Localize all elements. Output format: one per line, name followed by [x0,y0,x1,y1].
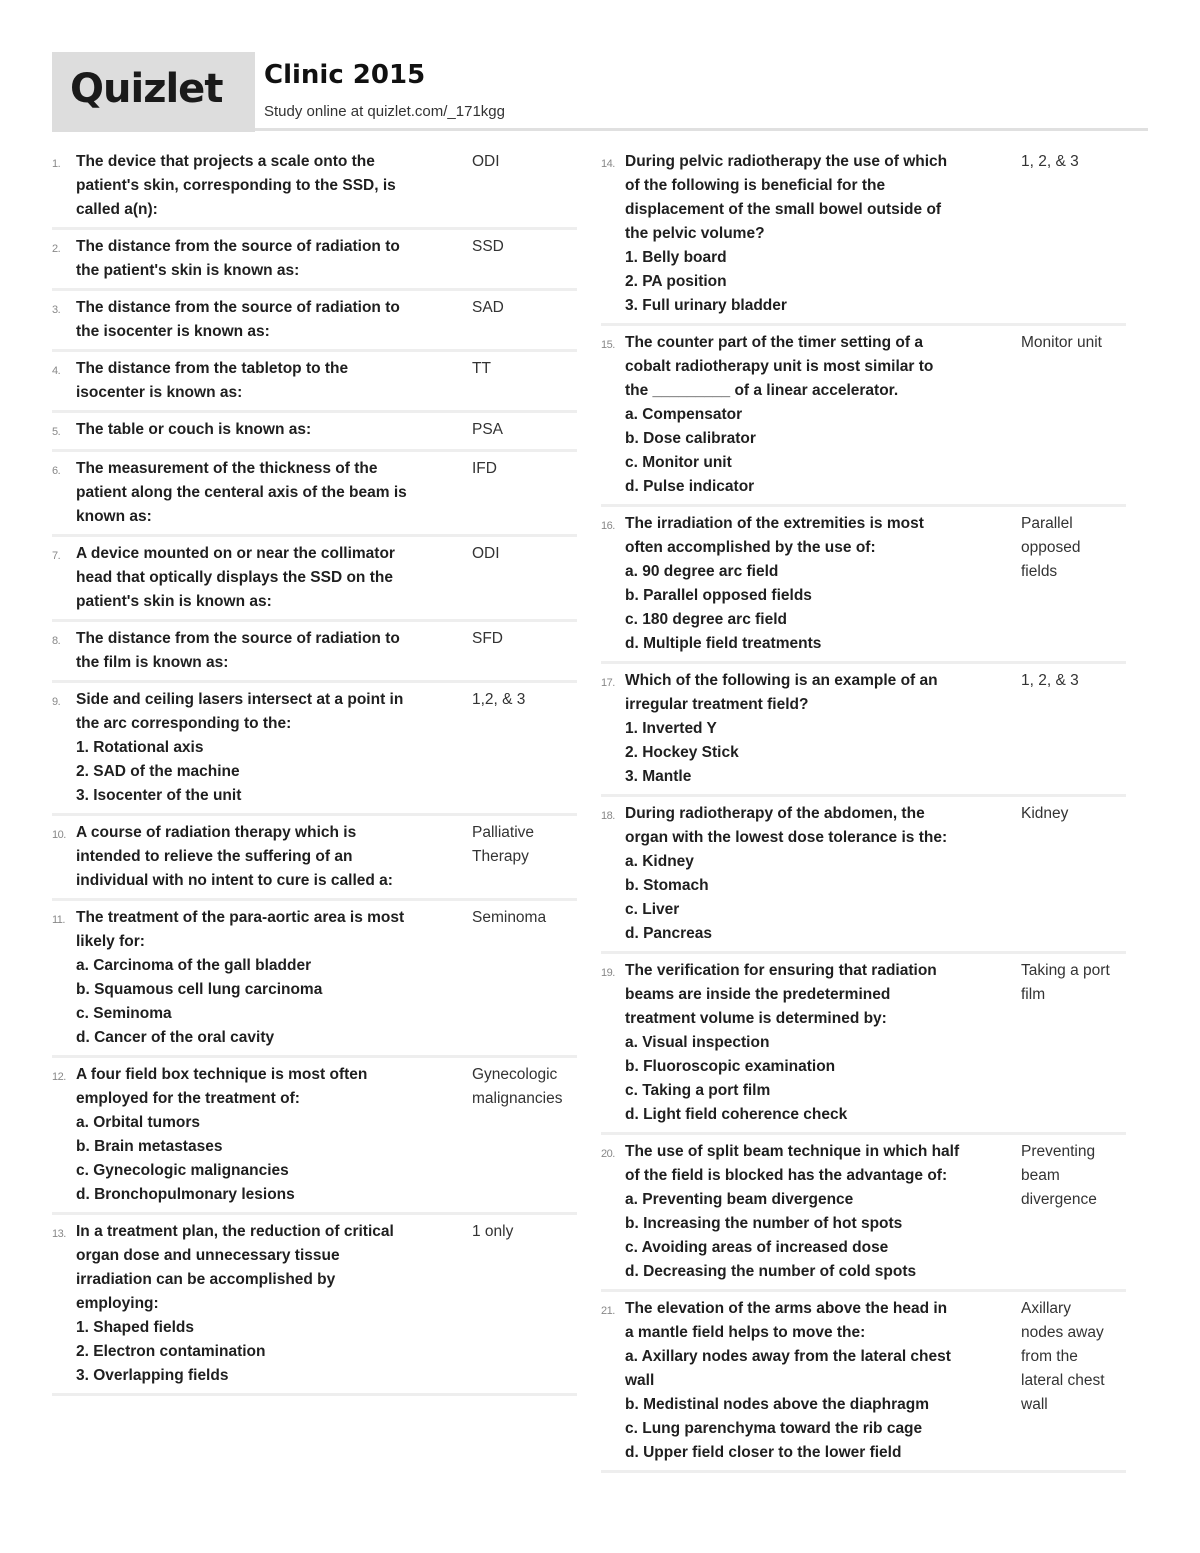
definition-line: nodes away [1021,1324,1104,1341]
card-definition [470,906,577,1050]
flashcard-row [52,1220,577,1396]
flashcard-row [601,802,1126,954]
definition-line: Axillary [1021,1300,1071,1317]
term-line: The treatment of the para-aortic area is most [76,909,405,926]
term-line: 1. Shaped fields [76,1319,195,1336]
definition-line: IFD [472,460,497,477]
term-line: During pelvic radiotherapy the use of which [625,153,948,170]
term-line: irradiation can be accomplished by [76,1271,336,1288]
quizlet-logo [52,52,255,132]
term-line: organ dose and unnecessary tissue [76,1247,340,1264]
definition-line: Gynecologic [472,1066,558,1083]
term-line: likely for: [76,933,145,950]
definition-line: 1, 2, & 3 [1021,153,1079,170]
card-term [625,669,1019,789]
card-term [625,331,1019,499]
right-column [601,150,1126,1478]
term-line: b. Parallel opposed fields [625,587,812,604]
definition-line: 1,2, & 3 [472,691,526,708]
term-line: The verification for ensuring that radiation [625,962,937,979]
term-line: head that optically displays the SSD on the [76,569,393,586]
term-line: employing: [76,1295,159,1312]
card-definition [470,457,577,529]
card-number: 8. [52,635,61,647]
card-definition [470,418,577,444]
term-line: a. Kidney [625,853,694,870]
term-line: the patient's skin is known as: [76,262,300,279]
term-line: 2. Electron contamination [76,1343,266,1360]
term-line: individual with no intent to cure is called a: [76,872,393,889]
flashcard-row [52,357,577,413]
term-line: d. Bronchopulmonary lesions [76,1186,295,1203]
card-definition [1019,1297,1126,1465]
flashcard-row [52,627,577,683]
card-term [76,1063,470,1207]
term-line: Which of the following is an example of an [625,672,938,689]
card-definition [470,1220,577,1388]
term-line: beams are inside the predetermined [625,986,891,1003]
term-line: The device that projects a scale onto the [76,153,375,170]
term-line: the isocenter is known as: [76,323,270,340]
flashcard-row [52,906,577,1058]
term-line: b. Stomach [625,877,709,894]
flashcard-row [52,418,577,452]
term-line: wall [625,1372,655,1389]
term-line: a. Preventing beam divergence [625,1191,854,1208]
term-line: d. Pulse indicator [625,478,755,495]
card-term [76,235,470,283]
term-line: 1. Rotational axis [76,739,204,756]
term-line: a. Orbital tumors [76,1114,201,1131]
term-line: Side and ceiling lasers intersect at a point in [76,691,404,708]
term-line: A course of radiation therapy which is [76,824,357,841]
term-line: The elevation of the arms above the head in [625,1300,948,1317]
definition-line: Taking a port [1021,962,1110,979]
term-line: 2. Hockey Stick [625,744,739,761]
card-term [625,959,1019,1127]
card-number: 1. [52,158,61,170]
definition-line: SFD [472,630,503,647]
definition-line: Parallel [1021,515,1073,532]
term-line: b. Fluoroscopic examination [625,1058,836,1075]
term-line: d. Upper field closer to the lower field [625,1444,902,1461]
card-definition [470,627,577,675]
term-line: 2. PA position [625,273,727,290]
card-definition [1019,331,1126,499]
definition-line: malignancies [472,1090,563,1107]
card-definition [1019,512,1126,656]
flashcard-row [52,1063,577,1215]
card-number: 5. [52,426,61,438]
term-line: patient's skin is known as: [76,593,272,610]
term-line: b. Brain metastases [76,1138,223,1155]
flashcard-row [601,959,1126,1135]
term-line: displacement of the small bowel outside of [625,201,942,218]
card-number: 13. [52,1228,66,1240]
term-line: The distance from the source of radiation to [76,630,400,647]
card-term [76,457,470,529]
term-line: The counter part of the timer setting of a [625,334,923,351]
card-definition [1019,1140,1126,1284]
definition-line: Palliative [472,824,535,841]
card-definition [470,235,577,283]
term-line: c. Seminoma [76,1005,172,1022]
card-term [76,296,470,344]
term-line: a mantle field helps to move the: [625,1324,866,1341]
term-line: b. Squamous cell lung carcinoma [76,981,323,998]
term-line: The distance from the source of radiation to [76,238,400,255]
card-number: 2. [52,243,61,255]
term-line: patient's skin, corresponding to the SSD, is [76,177,396,194]
term-line: c. Liver [625,901,680,918]
flashcard-row [601,331,1126,507]
term-line: The measurement of the thickness of the [76,460,378,477]
card-term [76,906,470,1050]
card-definition [470,1063,577,1207]
term-line: known as: [76,508,152,525]
term-line: The distance from the tabletop to the [76,360,349,377]
term-line: patient along the centeral axis of the beam is [76,484,407,501]
term-line: d. Decreasing the number of cold spots [625,1263,917,1280]
card-definition [1019,669,1126,789]
card-number: 4. [52,365,61,377]
card-number: 15. [601,339,615,351]
card-term [76,357,470,405]
card-definition [470,296,577,344]
card-term [76,418,470,444]
term-line: During radiotherapy of the abdomen, the [625,805,925,822]
flashcard-row [601,1140,1126,1292]
study-link: Study online at quizlet.com/_171kgg [264,103,505,120]
card-number: 16. [601,520,615,532]
term-line: b. Medistinal nodes above the diaphragm [625,1396,930,1413]
term-line: the arc corresponding to the: [76,715,292,732]
definition-line: 1 only [472,1223,514,1240]
term-line: treatment volume is determined by: [625,1010,887,1027]
flashcard-row [601,1297,1126,1473]
term-line: 3. Overlapping fields [76,1367,229,1384]
term-line: 3. Full urinary bladder [625,297,787,314]
term-line: c. Gynecologic malignancies [76,1162,289,1179]
flashcard-row [52,150,577,230]
term-line: 3. Mantle [625,768,692,785]
term-line: c. Lung parenchyma toward the rib cage [625,1420,923,1437]
term-line: a. Carcinoma of the gall bladder [76,957,312,974]
definition-line: from the [1021,1348,1078,1365]
flashcard-row [52,688,577,816]
definition-line: ODI [472,153,500,170]
card-term [76,150,470,222]
term-line: of the following is beneficial for the [625,177,886,194]
definition-line: Preventing [1021,1143,1096,1160]
card-number: 20. [601,1148,615,1160]
definition-line: Monitor unit [1021,334,1102,351]
card-term [76,821,470,893]
definition-line: lateral chest [1021,1372,1105,1389]
left-column [52,150,577,1401]
term-line: b. Dose calibrator [625,430,756,447]
term-line: 1. Belly board [625,249,727,266]
term-line: c. Avoiding areas of increased dose [625,1239,889,1256]
card-definition [470,357,577,405]
card-number: 12. [52,1071,66,1083]
definition-line: wall [1021,1396,1048,1413]
term-line: d. Pancreas [625,925,713,942]
card-number: 9. [52,696,61,708]
term-line: irregular treatment field? [625,696,809,713]
term-line: The irradiation of the extremities is most [625,515,924,532]
header [52,52,1148,132]
card-number: 6. [52,465,61,477]
definition-line: PSA [472,421,504,438]
flashcard-row [52,542,577,622]
term-line: c. Monitor unit [625,454,732,471]
card-term [625,802,1019,946]
term-line: 1. Inverted Y [625,720,717,737]
definition-line: TT [472,360,491,377]
term-line: a. Compensator [625,406,743,423]
card-term [625,150,1019,318]
term-line: 2. SAD of the machine [76,763,240,780]
term-line: the film is known as: [76,654,229,671]
term-line: The table or couch is known as: [76,421,312,438]
flashcard-row [601,512,1126,664]
card-number: 18. [601,810,615,822]
term-line: The use of split beam technique in which half [625,1143,960,1160]
term-line: a. Visual inspection [625,1034,770,1051]
term-line: called a(n): [76,201,158,218]
card-number: 11. [52,914,65,926]
term-line: organ with the lowest dose tolerance is the: [625,829,948,846]
card-definition [1019,802,1126,946]
term-line: a. 90 degree arc field [625,563,779,580]
card-number: 10. [52,829,66,841]
card-term [625,512,1019,656]
flashcard-row [52,457,577,537]
definition-line: divergence [1021,1191,1097,1208]
card-definition [470,821,577,893]
flashcard-row [52,821,577,901]
card-definition [470,688,577,808]
definition-line: Kidney [1021,805,1069,822]
flashcard-row [52,235,577,291]
card-term [76,542,470,614]
card-definition [1019,150,1126,318]
term-line: c. Taking a port film [625,1082,771,1099]
card-number: 7. [52,550,61,562]
term-line: c. 180 degree arc field [625,611,787,628]
definition-line: SSD [472,238,504,255]
definition-line: Seminoma [472,909,547,926]
card-term [76,1220,470,1388]
card-definition [470,150,577,222]
term-line: 3. Isocenter of the unit [76,787,242,804]
card-number: 21. [601,1305,615,1317]
card-definition [470,542,577,614]
flashcard-row [601,669,1126,797]
term-line: d. Multiple field treatments [625,635,822,652]
flashcard-row [52,296,577,352]
card-term [625,1297,1019,1465]
term-line: the pelvic volume? [625,225,765,242]
term-line: a. Axillary nodes away from the lateral chest [625,1348,951,1365]
term-line: cobalt radiotherapy unit is most similar to [625,358,934,375]
term-line: A four field box technique is most often [76,1066,368,1083]
term-line: In a treatment plan, the reduction of critical [76,1223,394,1240]
term-line: b. Increasing the number of hot spots [625,1215,903,1232]
definition-line: film [1021,986,1046,1003]
definition-line: opposed [1021,539,1081,556]
card-number: 14. [601,158,615,170]
term-line: A device mounted on or near the collimator [76,545,395,562]
definition-line: beam [1021,1167,1060,1184]
page-title: Clinic 2015 [264,60,426,90]
term-line: the _________ of a linear accelerator. [625,382,899,399]
card-number: 3. [52,304,61,316]
card-number: 19. [601,967,615,979]
card-term [76,627,470,675]
logo-text: Quizlet [70,66,223,112]
card-term [625,1140,1019,1284]
term-line: isocenter is known as: [76,384,243,401]
term-line: often accomplished by the use of: [625,539,876,556]
flashcard-row [601,150,1126,326]
term-line: d. Light field coherence check [625,1106,848,1123]
term-line: intended to relieve the suffering of an [76,848,353,865]
term-line: of the field is blocked has the advantage of: [625,1167,948,1184]
card-definition [1019,959,1126,1127]
definition-line: 1, 2, & 3 [1021,672,1079,689]
definition-line: Therapy [472,848,529,865]
card-number: 17. [601,677,615,689]
term-line: d. Cancer of the oral cavity [76,1029,275,1046]
term-line: The distance from the source of radiation to [76,299,400,316]
definition-line: ODI [472,545,500,562]
definition-line: fields [1021,563,1058,580]
card-term [76,688,470,808]
term-line: employed for the treatment of: [76,1090,300,1107]
header-divider [255,128,1148,131]
definition-line: SAD [472,299,504,316]
